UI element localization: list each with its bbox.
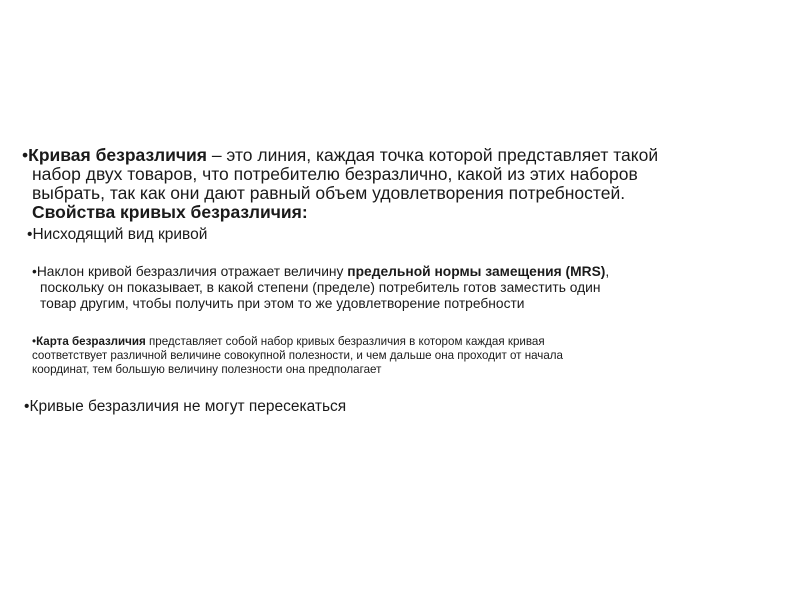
definition-line-3: выбрать, так как они дают равный объем удовлетворения потребностей.	[32, 183, 626, 203]
no-intersection-line	[24, 398, 794, 416]
mrs-text-start: Наклон кривой безразличия отражает величину	[36, 264, 348, 279]
map-line-2: соответствует различной величине совокупной полезности, и чем дальше она проходит от начала	[32, 349, 564, 362]
map-line-3: координат, тем большую величину полезности она предполагает	[32, 363, 382, 376]
bullet: •	[22, 145, 29, 165]
mrs-line-2: поскольку он показывает, в какой степени (пределе) потребитель готов заместить один	[40, 280, 601, 295]
property-no-intersection	[24, 398, 794, 416]
property-text: Нисходящий вид кривой	[32, 226, 208, 243]
property-indifference-map	[32, 335, 792, 377]
map-line-1	[32, 335, 792, 349]
mrs-text-end: ,	[605, 264, 610, 279]
property-mrs	[32, 264, 792, 312]
bullet: •	[32, 264, 37, 279]
definition-line-1	[22, 146, 792, 165]
bullet: •	[27, 226, 33, 243]
definition-paragraph	[22, 146, 792, 222]
map-text: представляет собой набор кривых безразличия в котором каждая кривая	[145, 335, 545, 348]
map-term: Карта безразличия	[36, 335, 146, 348]
no-intersection-text: Кривые безразличия не могут пересекаться	[29, 398, 347, 415]
mrs-term: предельной нормы замещения (MRS)	[347, 264, 606, 279]
mrs-line-3: товар другим, чтобы получить при этом то же удовлетворение потребности	[40, 296, 525, 311]
property-descending	[27, 226, 797, 244]
property-line	[27, 226, 797, 244]
mrs-line-1	[32, 264, 792, 280]
bullet: •	[24, 398, 30, 415]
definition-text: – это линия, каждая точка которой представляет такой	[206, 145, 659, 165]
bullet: •	[32, 335, 37, 348]
definition-term: Кривая безразличия	[28, 145, 207, 165]
properties-heading: Свойства кривых безразличия:	[32, 202, 308, 222]
definition-line-2: набор двух товаров, что потребителю безразлично, какой из этих наборов	[32, 164, 638, 184]
